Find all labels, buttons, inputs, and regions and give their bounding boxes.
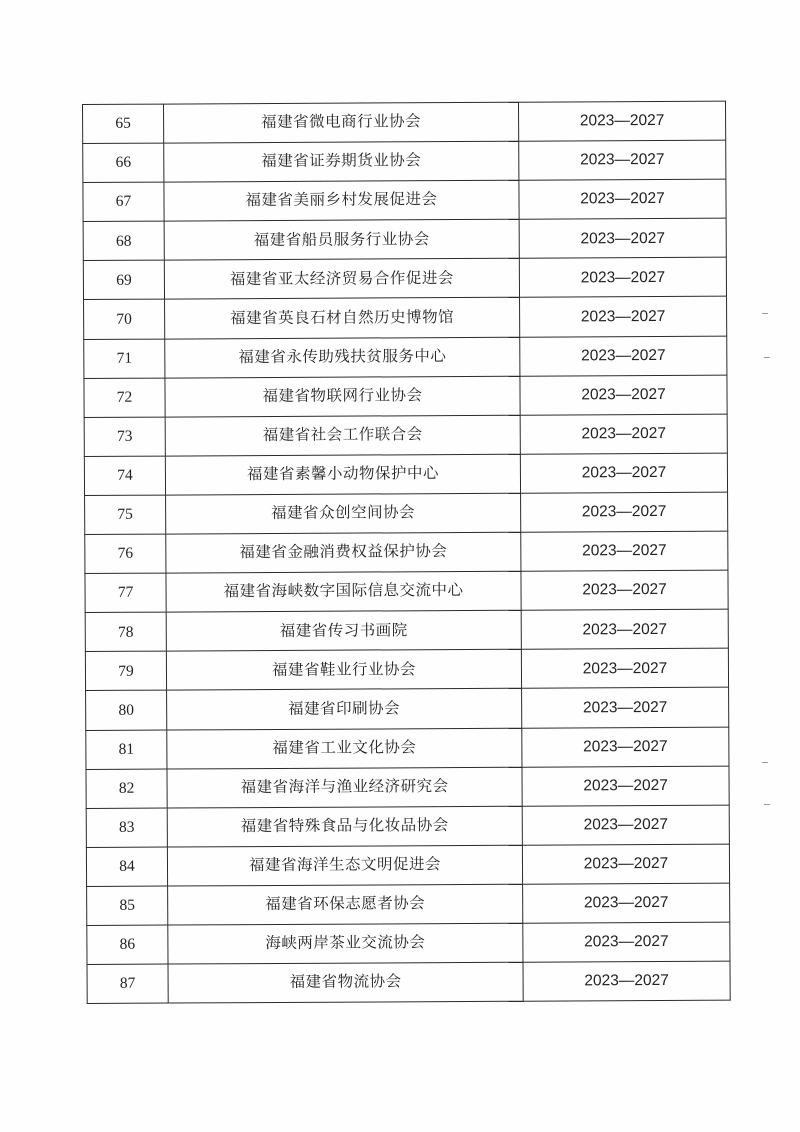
scan-mark [764, 804, 770, 805]
row-number: 80 [86, 690, 167, 730]
table-row [85, 609, 728, 651]
table-row [84, 414, 727, 456]
term-period: 2023—2027 [521, 648, 728, 688]
organization-name: 福建省英良石材自然历史博物馆 [165, 298, 520, 339]
organization-name: 福建省金融消费权益保护协会 [166, 532, 521, 573]
row-number: 70 [84, 300, 165, 340]
row-number: 87 [87, 964, 168, 1004]
row-number: 79 [85, 651, 166, 691]
term-period: 2023—2027 [522, 844, 729, 884]
row-number: 77 [85, 573, 166, 613]
term-period: 2023—2027 [523, 922, 730, 962]
organization-name: 福建省永传助残扶贫服务中心 [165, 337, 520, 378]
row-number: 86 [87, 925, 168, 965]
organization-table [82, 101, 731, 1005]
term-period: 2023—2027 [519, 179, 726, 219]
row-number: 68 [83, 221, 164, 261]
term-period: 2023—2027 [522, 766, 729, 806]
row-number: 74 [84, 456, 165, 496]
term-period: 2023—2027 [523, 883, 730, 923]
table-row [84, 297, 727, 339]
row-number: 84 [86, 847, 167, 887]
term-period: 2023—2027 [521, 570, 728, 610]
organization-name: 福建省证券期货业协会 [164, 141, 519, 182]
term-period: 2023—2027 [523, 961, 730, 1001]
table-row [85, 531, 728, 573]
organization-name: 福建省印刷协会 [167, 689, 522, 730]
scan-mark [762, 762, 768, 763]
term-period: 2023—2027 [522, 688, 729, 728]
term-period: 2023—2027 [519, 218, 726, 258]
table-row [83, 101, 726, 143]
term-period: 2023—2027 [520, 414, 727, 454]
table-row [83, 179, 726, 221]
table-row [86, 805, 729, 847]
term-period: 2023—2027 [521, 531, 728, 571]
row-number: 73 [84, 417, 165, 457]
term-period: 2023—2027 [521, 609, 728, 649]
term-period: 2023—2027 [518, 101, 725, 141]
organization-name: 福建省鞋业行业协会 [166, 650, 521, 691]
term-period: 2023—2027 [522, 727, 729, 767]
table-row [86, 727, 729, 769]
term-period: 2023—2027 [519, 258, 726, 298]
organization-name: 福建省传习书画院 [166, 610, 521, 651]
organization-table-body [83, 101, 731, 1004]
row-number: 75 [85, 495, 166, 535]
organization-name: 福建省物流协会 [168, 962, 523, 1003]
term-period: 2023—2027 [520, 336, 727, 376]
table-row [87, 922, 730, 964]
term-period: 2023—2027 [520, 297, 727, 337]
row-number: 82 [86, 769, 167, 809]
scan-mark [764, 357, 770, 358]
row-number: 65 [83, 104, 164, 144]
table-row [85, 492, 728, 534]
scan-mark [762, 313, 768, 314]
organization-name: 福建省特殊食品与化妆品协会 [167, 806, 522, 847]
term-period: 2023—2027 [520, 375, 727, 415]
row-number: 72 [84, 378, 165, 418]
table-row [84, 336, 727, 378]
organization-name: 福建省社会工作联合会 [165, 415, 520, 456]
table-row [83, 258, 726, 300]
table-row [85, 648, 728, 690]
row-number: 66 [83, 143, 164, 183]
organization-name: 福建省素馨小动物保护中心 [165, 454, 520, 495]
row-number: 71 [84, 339, 165, 379]
table-row [84, 453, 727, 495]
table-row [84, 375, 727, 417]
organization-name: 福建省海洋与渔业经济研究会 [167, 767, 522, 808]
row-number: 85 [87, 886, 168, 926]
term-period: 2023—2027 [519, 140, 726, 180]
term-period: 2023—2027 [522, 805, 729, 845]
row-number: 78 [85, 612, 166, 652]
row-number: 69 [83, 260, 164, 300]
organization-name: 福建省工业文化协会 [167, 728, 522, 769]
organization-name: 福建省亚太经济贸易合作促进会 [164, 259, 519, 300]
row-number: 83 [86, 808, 167, 848]
table-row [83, 140, 726, 182]
table-row [86, 766, 729, 808]
table-row [86, 844, 729, 886]
organization-name: 海峡两岸茶业交流协会 [168, 923, 523, 964]
row-number: 81 [86, 730, 167, 770]
table-row [85, 570, 728, 612]
table-row [86, 688, 729, 730]
organization-name: 福建省海洋生态文明促进会 [167, 845, 522, 886]
organization-name: 福建省环保志愿者协会 [168, 884, 523, 925]
table-row [87, 961, 730, 1003]
table-row [87, 883, 730, 925]
organization-name: 福建省众创空间协会 [166, 493, 521, 534]
organization-name: 福建省海峡数字国际信息交流中心 [166, 571, 521, 612]
organization-name: 福建省船员服务行业协会 [164, 219, 519, 260]
organization-name: 福建省微电商行业协会 [164, 102, 519, 143]
row-number: 76 [85, 534, 166, 574]
organization-name: 福建省美丽乡村发展促进会 [164, 180, 519, 221]
row-number: 67 [83, 182, 164, 222]
term-period: 2023—2027 [520, 453, 727, 493]
table-row [83, 218, 726, 260]
organization-name: 福建省物联网行业协会 [165, 376, 520, 417]
term-period: 2023—2027 [521, 492, 728, 532]
